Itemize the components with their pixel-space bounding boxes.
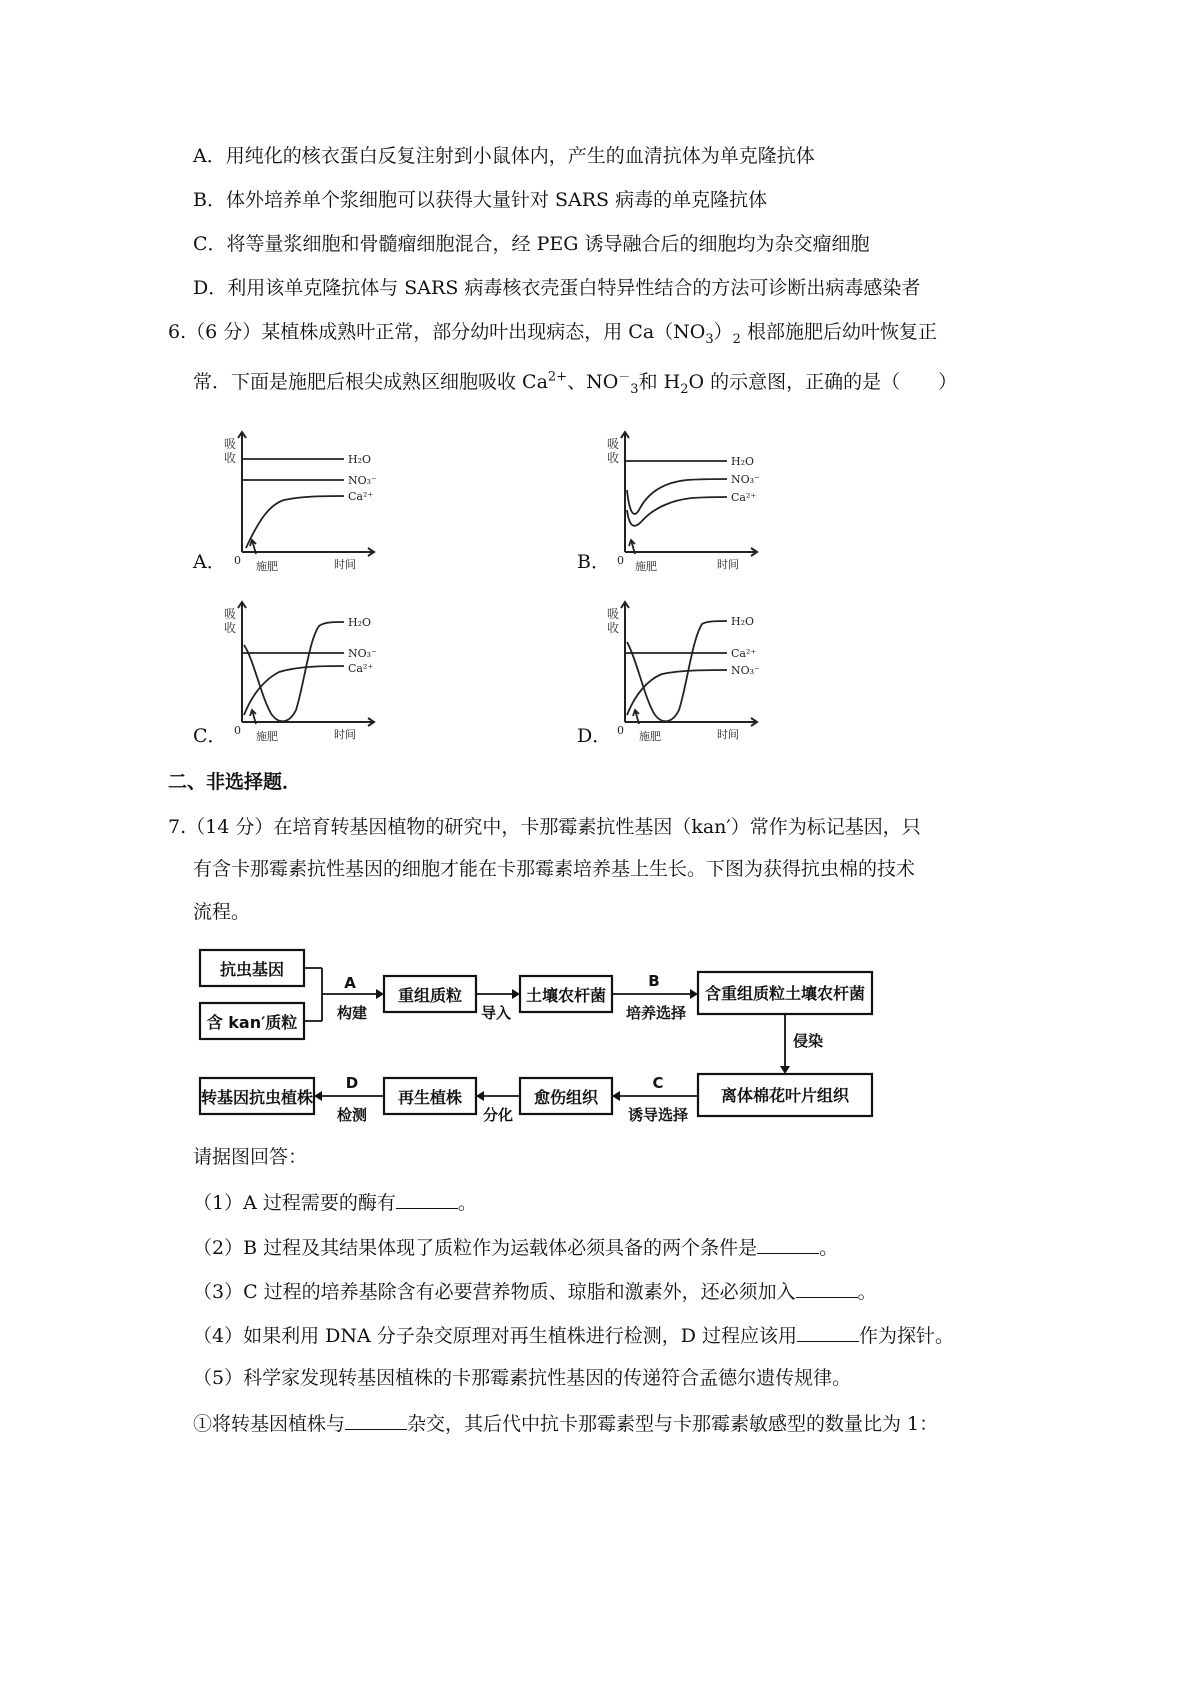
q7-sub1: （1）A 过程需要的酶有 。: [193, 1192, 477, 1214]
svg-text:0: 0: [234, 724, 241, 737]
svg-text:收: 收: [607, 451, 620, 465]
svg-text:H₂O: H₂O: [348, 616, 372, 629]
svg-text:时间: 时间: [717, 558, 739, 571]
answer-blank-2[interactable]: [757, 1237, 819, 1254]
svg-text:Ca²⁺: Ca²⁺: [731, 491, 757, 504]
option-b-q5: B．体外培养单个浆细胞可以获得大量针对 SARS 病毒的单克隆抗体: [193, 189, 768, 211]
arrow-a: [376, 989, 384, 999]
q7-line2: 有含卡那霉素抗性基因的细胞才能在卡那霉素培养基上生长。下图为获得抗虫棉的技术: [193, 858, 916, 880]
q7-line1: 7.（14 分）在培育转基因植物的研究中，卡那霉素抗性基因（kan′）常作为标记基因，只: [168, 816, 921, 838]
q7-sub2: （2）B 过程及其结果体现了质粒作为运载体必须具备的两个条件是 。: [193, 1237, 839, 1259]
svg-text:施肥: 施肥: [635, 560, 657, 573]
svg-text:Ca²⁺: Ca²⁺: [731, 647, 757, 660]
svg-text:培养选择: 培养选择: [625, 1004, 687, 1022]
svg-text:NO₃⁻: NO₃⁻: [731, 664, 760, 677]
svg-text:0: 0: [617, 724, 624, 737]
svg-text:吸: 吸: [224, 607, 237, 621]
svg-text:吸: 吸: [607, 607, 620, 621]
q6-line1: 6.（6 分）某植株成熟叶正常，部分幼叶出现病态，用 $Ca(NO_3)_2$ 根部施肥后幼叶恢复正: [168, 321, 937, 347]
option-d-q5: D．利用该单克隆抗体与 SARS 病毒核衣壳蛋白特异性结合的方法可诊断出病毒感染者: [193, 277, 921, 299]
arrow-d: [314, 1091, 322, 1101]
answer-blank-1[interactable]: [396, 1192, 458, 1209]
option-a-q5: A．用纯化的核衣蛋白反复注射到小鼠体内，产生的血清抗体为单克隆抗体: [193, 145, 815, 167]
q6-line2: 常．下面是施肥后根尖成熟区细胞吸收 $Ca^{2+}$、$NO^-_3$和 $H_2O$ 的示意图，正确的是（ ）: [193, 369, 958, 397]
svg-text:抗虫基因: 抗虫基因: [219, 960, 285, 979]
svg-text:侵染: 侵染: [792, 1032, 824, 1050]
arrow-b: [690, 989, 698, 999]
svg-text:含 kan′质粒: 含 kan′质粒: [206, 1013, 298, 1032]
svg-text:NO₃⁻: NO₃⁻: [731, 473, 760, 486]
graph-a: [224, 430, 394, 575]
svg-text:收: 收: [607, 621, 620, 635]
q7-sub4: （4）如果利用 DNA 分子杂交原理对再生植株进行检测，D 过程应该用 作为探针。: [193, 1325, 955, 1347]
answer-blank-5[interactable]: [345, 1413, 407, 1430]
svg-text:分化: 分化: [482, 1106, 514, 1124]
graph-option-a: A．: [193, 551, 226, 573]
svg-text:施肥: 施肥: [639, 730, 661, 743]
svg-text:收: 收: [224, 451, 237, 465]
svg-text:H₂O: H₂O: [348, 453, 372, 466]
svg-text:NO₃⁻: NO₃⁻: [348, 474, 377, 487]
svg-text:H₂O: H₂O: [731, 615, 755, 628]
graph-option-d: D．: [577, 725, 612, 747]
graph-d: [607, 600, 777, 745]
svg-text:NO₃⁻: NO₃⁻: [348, 647, 377, 660]
svg-text:离体棉花叶片组织: 离体棉花叶片组织: [720, 1086, 850, 1105]
svg-text:构建: 构建: [336, 1004, 368, 1022]
section-2-heading: 二、非选择题．: [168, 771, 302, 793]
svg-text:时间: 时间: [717, 728, 739, 741]
answer-blank-3[interactable]: [796, 1281, 858, 1298]
svg-text:0: 0: [617, 554, 624, 567]
option-c-q5: C．将等量浆细胞和骨髓瘤细胞混合，经 PEG 诱导融合后的细胞均为杂交瘤细胞: [193, 233, 870, 255]
svg-text:再生植株: 再生植株: [397, 1088, 463, 1107]
svg-text:含重组质粒土壤农杆菌: 含重组质粒土壤农杆菌: [704, 984, 866, 1003]
svg-text:导入: 导入: [480, 1004, 512, 1022]
graph-c: [224, 600, 394, 745]
svg-text:收: 收: [224, 621, 237, 635]
svg-text:时间: 时间: [334, 558, 356, 571]
svg-text:C: C: [652, 1074, 664, 1092]
svg-text:A: A: [344, 974, 356, 992]
svg-text:时间: 时间: [334, 728, 356, 741]
svg-text:Ca²⁺: Ca²⁺: [348, 662, 374, 675]
svg-text:Ca²⁺: Ca²⁺: [348, 490, 374, 503]
arrow-differentiation: [476, 1091, 484, 1101]
graph-option-b: B．: [577, 551, 610, 573]
svg-text:吸: 吸: [224, 437, 237, 451]
svg-text:0: 0: [234, 554, 241, 567]
q7-line3: 流程。: [193, 901, 251, 923]
q7-intro: 请据图回答：: [193, 1146, 308, 1168]
q7-sub3: （3）C 过程的培养基除含有必要营养物质、琼脂和激素外，还必须加入 。: [193, 1281, 877, 1303]
arrow-infect: [780, 1066, 790, 1074]
svg-text:重组质粒: 重组质粒: [397, 986, 463, 1005]
svg-text:吸: 吸: [607, 437, 620, 451]
svg-text:施肥: 施肥: [256, 560, 278, 573]
svg-text:土壤农杆菌: 土壤农杆菌: [525, 986, 607, 1005]
svg-text:D: D: [345, 1074, 359, 1092]
svg-text:检测: 检测: [336, 1106, 368, 1124]
arrow-import: [512, 989, 520, 999]
answer-blank-4[interactable]: [797, 1325, 859, 1342]
svg-text:愈伤组织: 愈伤组织: [533, 1088, 599, 1107]
q7-sub5-1: ①将转基因植株与 杂交，其后代中抗卡那霉素型与卡那霉素敏感型的数量比为 1：: [193, 1413, 939, 1435]
q7-sub5: （5）科学家发现转基因植株的卡那霉素抗性基因的传递符合孟德尔遗传规律。: [193, 1367, 852, 1389]
graph-option-c: C．: [193, 725, 227, 747]
svg-text:B: B: [648, 972, 660, 990]
svg-text:H₂O: H₂O: [731, 455, 755, 468]
svg-text:转基因抗虫植株: 转基因抗虫植株: [200, 1088, 314, 1107]
flow-diagram: [190, 940, 890, 1130]
svg-text:施肥: 施肥: [256, 730, 278, 743]
svg-text:诱导选择: 诱导选择: [627, 1106, 689, 1124]
arrow-c: [612, 1091, 620, 1101]
graph-b: [607, 430, 777, 575]
